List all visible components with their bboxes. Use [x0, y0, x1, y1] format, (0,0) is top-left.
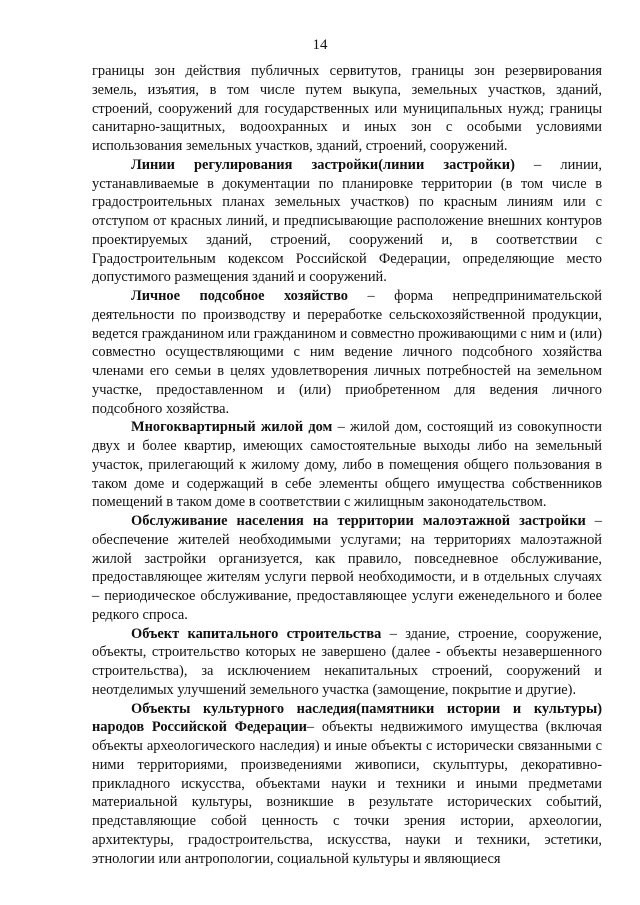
definition-paragraph: [92, 625, 602, 700]
definition-term: Обслуживание населения на территории малоэтажной застройки: [131, 513, 586, 529]
definition-term: Линии регулирования застройки(линии застройки): [131, 156, 515, 173]
definition-paragraph: [92, 156, 602, 287]
continuation-paragraph: границы зон действия публичных сервитутов, границы зон резервирования земель, изъятия, в том числе путем выкупа, земельных участков, зданий, строений, сооружений для государственных или муниципальных нужд; границы санитарно-защитных, водоохранных и иных зон с особыми условиями использования земельных участков, зданий, строений, сооружений.: [92, 63, 602, 154]
definition-paragraph: [92, 512, 602, 625]
definition-paragraph: [92, 418, 602, 512]
definition-text: – обеспечение жителей необходимыми услугами; на территориях малоэтажной жилой застройки организуется, как правило, повседневное обслуживание, предоставляющее жителям услуги первой необходимости, и в отдельных случаях – периодическое обслуживание, предоставляющее услуги еженедельного и более редкого спроса.: [92, 513, 603, 623]
definition-text: – объекты недвижимого имущества (включая объекты археологического наследия) и иные объекты с исторически связанными с ними территориями, произведениями живописи, скульптуры, декоративно-прикладного искусства, объектами науки и техники и иными предметами материальной культуры, возникшие в результате исторических событий, представляющие собой ценность с точки зрения истории, археологии, архитектуры, градостроительства, искусства, науки и техники, эстетики, этнологии или антропологии, социальной культуры и являющиеся: [92, 719, 602, 867]
definition-text: – жилой дом, состоящий из совокупности двух и более квартир, имеющих самостоятельные выходы либо на земельный участок, прилегающий к жилому дому, либо в помещения общего пользования в таком доме и содержащий в себе элементы общего имущества собственников помещений в таком доме в соответствии с жилищным законодательством.: [92, 419, 603, 511]
definition-paragraph: [92, 700, 602, 869]
definition-term: Многоквартирный жилой дом: [131, 419, 333, 436]
definition-text: – линии, устанавливаемые в документации по планировке территории (в том числе в градостроительных планах земельных участков) по красным линиям или с отступом от красных линий, и предписывающие расположение внешних контуров проектируемых зданий, строений, сооружений и, в соответствии с Градостроительным кодексом Российской Федерации, определяющие место допустимого размещения зданий и сооружений.: [92, 156, 602, 286]
document-body: [92, 62, 602, 868]
definition-text: – форма непредпринимательской деятельности по производству и переработке сельскохозяйственной продукции, ведется гражданином или гражданином и совместно проживающими с ним и (или) совместно осуществляющими с ним ведение личного подсобного хозяйства членами его семьи в целях удовлетворения личных потребностей на земельном участке, предоставленном и (или) приобретенном для ведения личного подсобного хозяйства.: [92, 288, 603, 417]
definition-text: – здание, строение, сооружение, объекты, строительство которых не завершено (далее - объекты незавершенного строительства), за исключением некапитальных строений, сооружений и неотделимых улучшений земельного участка (замощение, покрытие и другие).: [92, 625, 602, 698]
definition-paragraph: [92, 287, 602, 418]
definition-term: Личное подсобное хозяйство: [131, 288, 348, 304]
page-number: 14: [312, 37, 328, 53]
definition-term: Объект капитального строительства: [131, 625, 382, 642]
definition-term: Объекты культурного наследия(памятники истории и культуры) народов Российской Федерации: [92, 700, 602, 736]
